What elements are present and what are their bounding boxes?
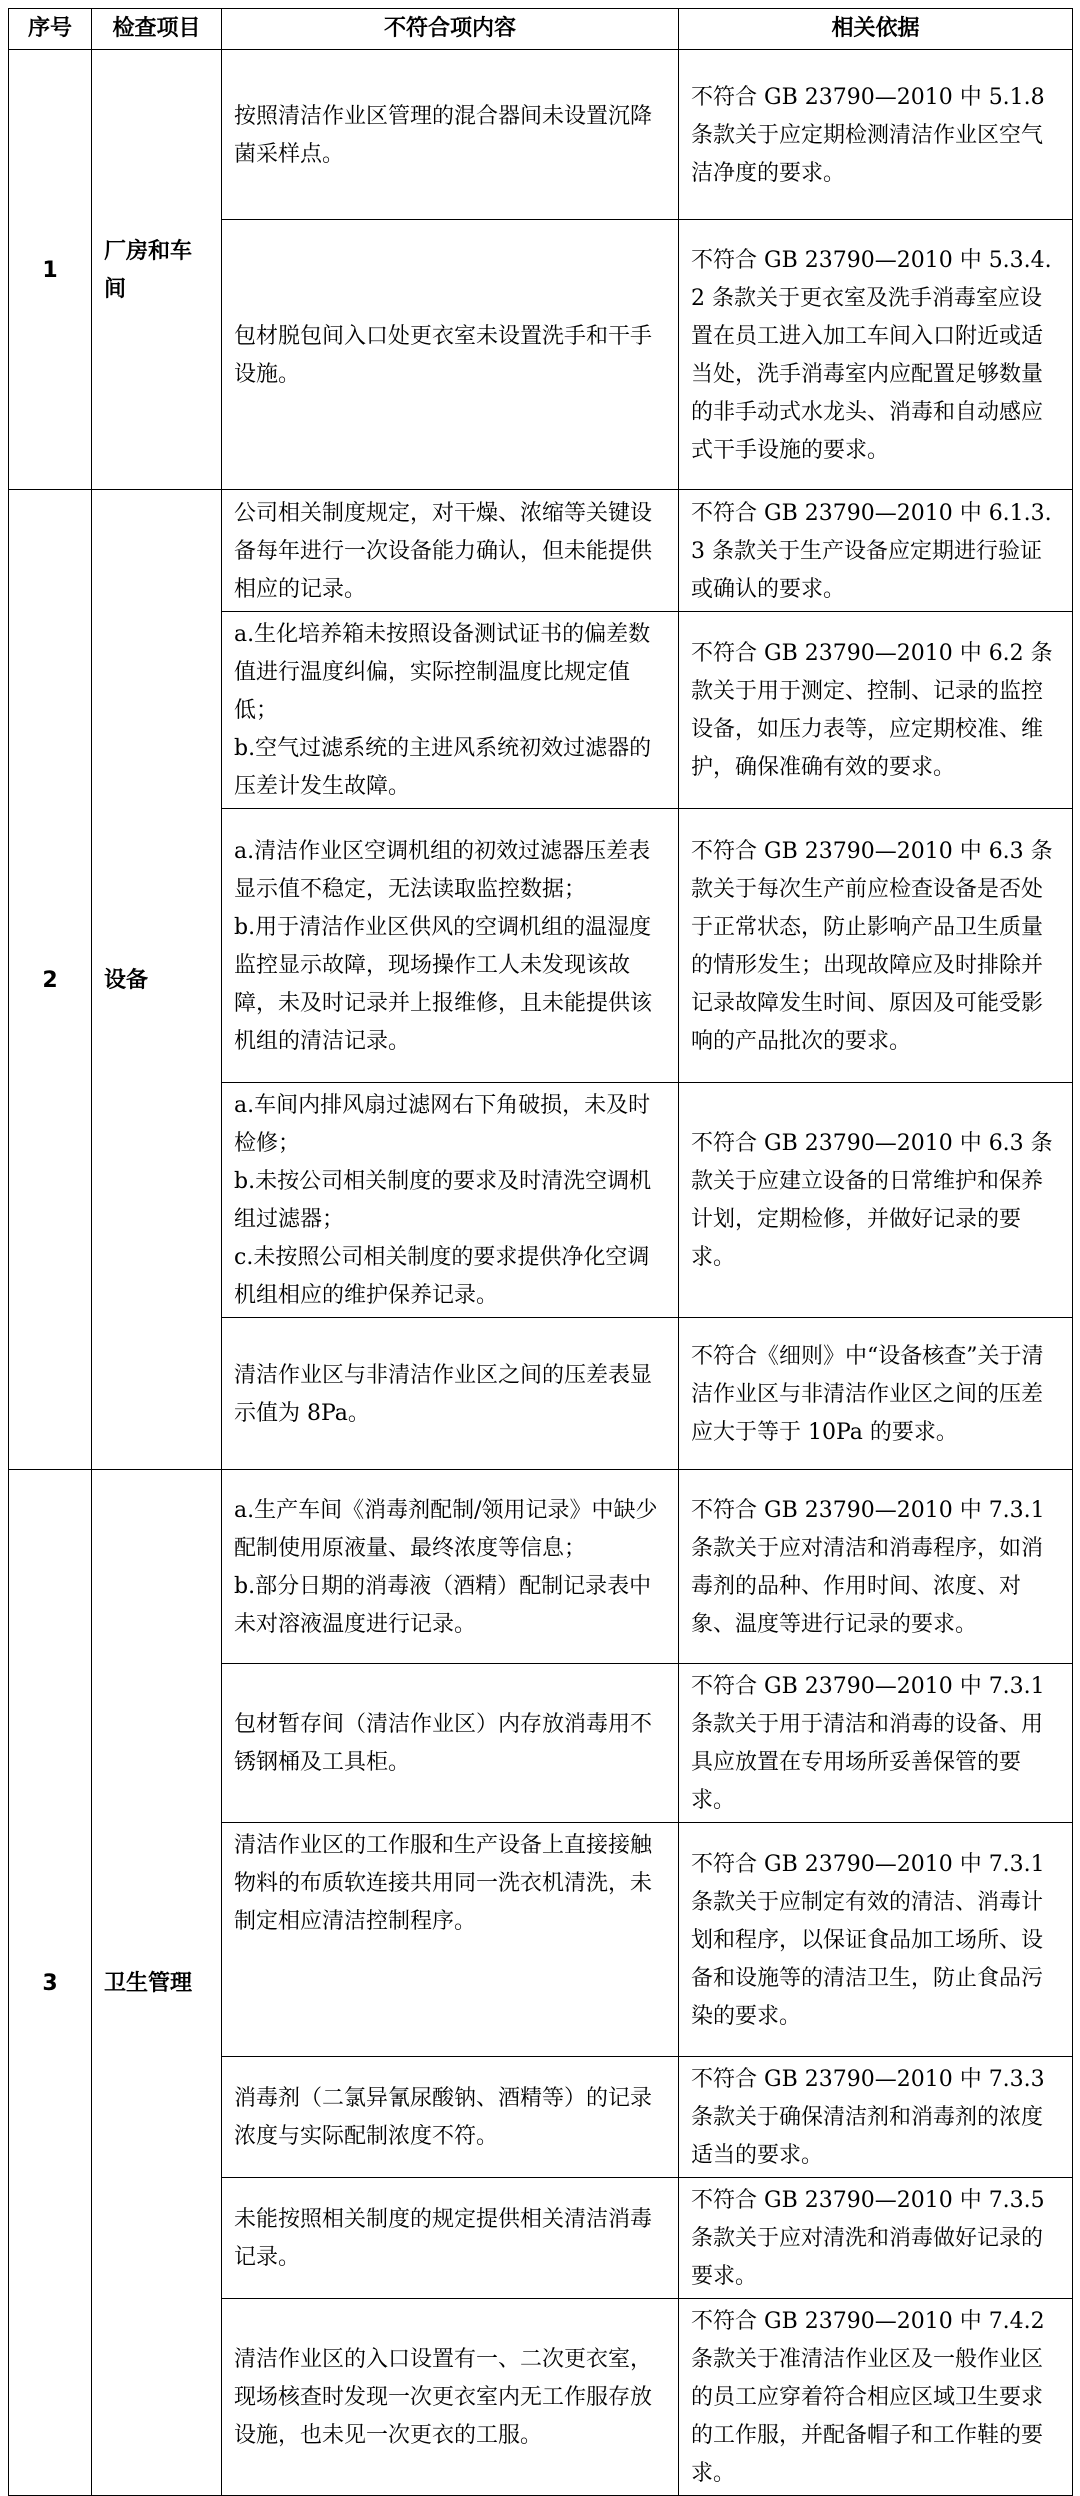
table-row <box>9 1470 1073 1664</box>
content-line: 按照清洁作业区管理的混合器间未设置沉降菌采样点。 <box>234 103 653 167</box>
header-basis: 相关依据 <box>679 9 1073 50</box>
content-line: b.空气过滤系统的主进风系统初效过滤器的压差计发生故障。 <box>234 736 652 799</box>
nonconformity-content <box>222 2178 679 2299</box>
check-category: 卫生管理 <box>92 1470 222 2496</box>
row-number: 2 <box>9 490 92 1470</box>
content-line: 清洁作业区的入口设置有一、二次更衣室，现场核查时发现一次更衣室内无工作服存放设施，也未见一次更衣的工服。 <box>234 2347 653 2448</box>
nonconformity-content <box>222 490 679 612</box>
basis-text: 不符合 GB 23790—2010 中 6.1.3.3 条款关于生产设备应定期进行验证或确认的要求。 <box>679 490 1073 612</box>
row-number: 3 <box>9 1470 92 2496</box>
row-number: 1 <box>9 50 92 490</box>
nonconformity-content <box>222 1823 679 2057</box>
header-category: 检查项目 <box>92 9 222 50</box>
nonconformity-content <box>222 220 679 490</box>
inspection-table <box>8 8 1073 2496</box>
content-line: b.未按公司相关制度的要求及时清洗空调机组过滤器； <box>234 1169 652 1232</box>
nonconformity-content <box>222 612 679 809</box>
content-line: a.车间内排风扇过滤网右下角破损，未及时检修； <box>234 1093 651 1156</box>
content-line: a.生化培养箱未按照设备测试证书的偏差数值进行温度纠偏，实际控制温度比规定值低； <box>234 622 651 723</box>
nonconformity-content <box>222 50 679 220</box>
content-line: 公司相关制度规定，对干燥、浓缩等关键设备每年进行一次设备能力确认，但未能提供相应的记录。 <box>234 500 653 602</box>
nonconformity-content <box>222 2057 679 2178</box>
content-line: 清洁作业区的工作服和生产设备上直接接触物料的布质软连接共用同一洗衣机清洗，未制定相应清洁控制程序。 <box>234 1833 653 1934</box>
nonconformity-content <box>222 1083 679 1318</box>
table-row <box>9 50 1073 220</box>
nonconformity-content <box>222 809 679 1083</box>
basis-text: 不符合 GB 23790—2010 中 7.3.3 条款关于确保清洁剂和消毒剂的浓度适当的要求。 <box>679 2057 1073 2178</box>
content-line: 清洁作业区与非清洁作业区之间的压差表显示值为 8Pa。 <box>234 1362 653 1426</box>
content-line: 包材脱包间入口处更衣室未设置洗手和干手设施。 <box>234 323 653 387</box>
basis-text: 不符合 GB 23790—2010 中 5.1.8 条款关于应定期检测清洁作业区空气洁净度的要求。 <box>679 50 1073 220</box>
basis-text: 不符合《细则》中“设备核查”关于清洁作业区与非清洁作业区之间的压差应大于等于 10Pa 的要求。 <box>679 1318 1073 1470</box>
content-line: a.生产车间《消毒剂配制/领用记录》中缺少配制使用原液量、最终浓度等信息； <box>234 1497 658 1561</box>
check-category: 厂房和车间 <box>92 50 222 490</box>
basis-text: 不符合 GB 23790—2010 中 7.3.1 条款关于应制定有效的清洁、消毒计划和程序，以保证食品加工场所、设备和设施等的清洁卫生，防止食品污染的要求。 <box>679 1823 1073 2057</box>
table-header-row <box>9 9 1073 50</box>
basis-text: 不符合 GB 23790—2010 中 6.2 条款关于用于测定、控制、记录的监控设备，如压力表等，应定期校准、维护，确保准确有效的要求。 <box>679 612 1073 809</box>
content-line: b.用于清洁作业区供风的空调机组的温湿度监控显示故障，现场操作工人未发现该故障，未及时记录并上报维修，且未能提供该机组的清洁记录。 <box>234 914 653 1054</box>
content-line: 未能按照相关制度的规定提供相关清洁消毒记录。 <box>234 2207 653 2270</box>
nonconformity-content <box>222 2299 679 2496</box>
basis-text: 不符合 GB 23790—2010 中 7.3.5 条款关于应对清洗和消毒做好记录的要求。 <box>679 2178 1073 2299</box>
content-line: c.未按照公司相关制度的要求提供净化空调机组相应的维护保养记录。 <box>234 1245 650 1308</box>
nonconformity-content <box>222 1318 679 1470</box>
basis-text: 不符合 GB 23790—2010 中 7.3.1 条款关于应对清洁和消毒程序，如消毒剂的品种、作用时间、浓度、对象、温度等进行记录的要求。 <box>679 1470 1073 1664</box>
header-content: 不符合项内容 <box>222 9 679 50</box>
basis-text: 不符合 GB 23790—2010 中 6.3 条款关于每次生产前应检查设备是否处于正常状态，防止影响产品卫生质量的情形发生；出现故障应及时排除并记录故障发生时间、原因及可能受影响的产品批次的要求。 <box>679 809 1073 1083</box>
basis-text: 不符合 GB 23790—2010 中 6.3 条款关于应建立设备的日常维护和保养计划，定期检修，并做好记录的要求。 <box>679 1083 1073 1318</box>
check-category: 设备 <box>92 490 222 1470</box>
content-line: b.部分日期的消毒液（酒精）配制记录表中未对溶液温度进行记录。 <box>234 1573 652 1637</box>
nonconformity-content <box>222 1664 679 1823</box>
nonconformity-content <box>222 1470 679 1664</box>
basis-text: 不符合 GB 23790—2010 中 7.3.1 条款关于用于清洁和消毒的设备、用具应放置在专用场所妥善保管的要求。 <box>679 1664 1073 1823</box>
table-row <box>9 490 1073 612</box>
basis-text: 不符合 GB 23790—2010 中 7.4.2 条款关于准清洁作业区及一般作业区的员工应穿着符合相应区域卫生要求的工作服，并配备帽子和工作鞋的要求。 <box>679 2299 1073 2496</box>
content-line: 包材暂存间（清洁作业区）内存放消毒用不锈钢桶及工具柜。 <box>234 1712 653 1775</box>
basis-text: 不符合 GB 23790—2010 中 5.3.4.2 条款关于更衣室及洗手消毒室应设置在员工进入加工车间入口附近或适当处，洗手消毒室内应配置足够数量的非手动式水龙头、消毒和自动感应式干手设施的要求。 <box>679 220 1073 490</box>
content-line: 消毒剂（二氯异氰尿酸钠、酒精等）的记录浓度与实际配制浓度不符。 <box>234 2086 653 2149</box>
header-no: 序号 <box>9 9 92 50</box>
content-line: a.清洁作业区空调机组的初效过滤器压差表显示值不稳定，无法读取监控数据； <box>234 838 651 902</box>
